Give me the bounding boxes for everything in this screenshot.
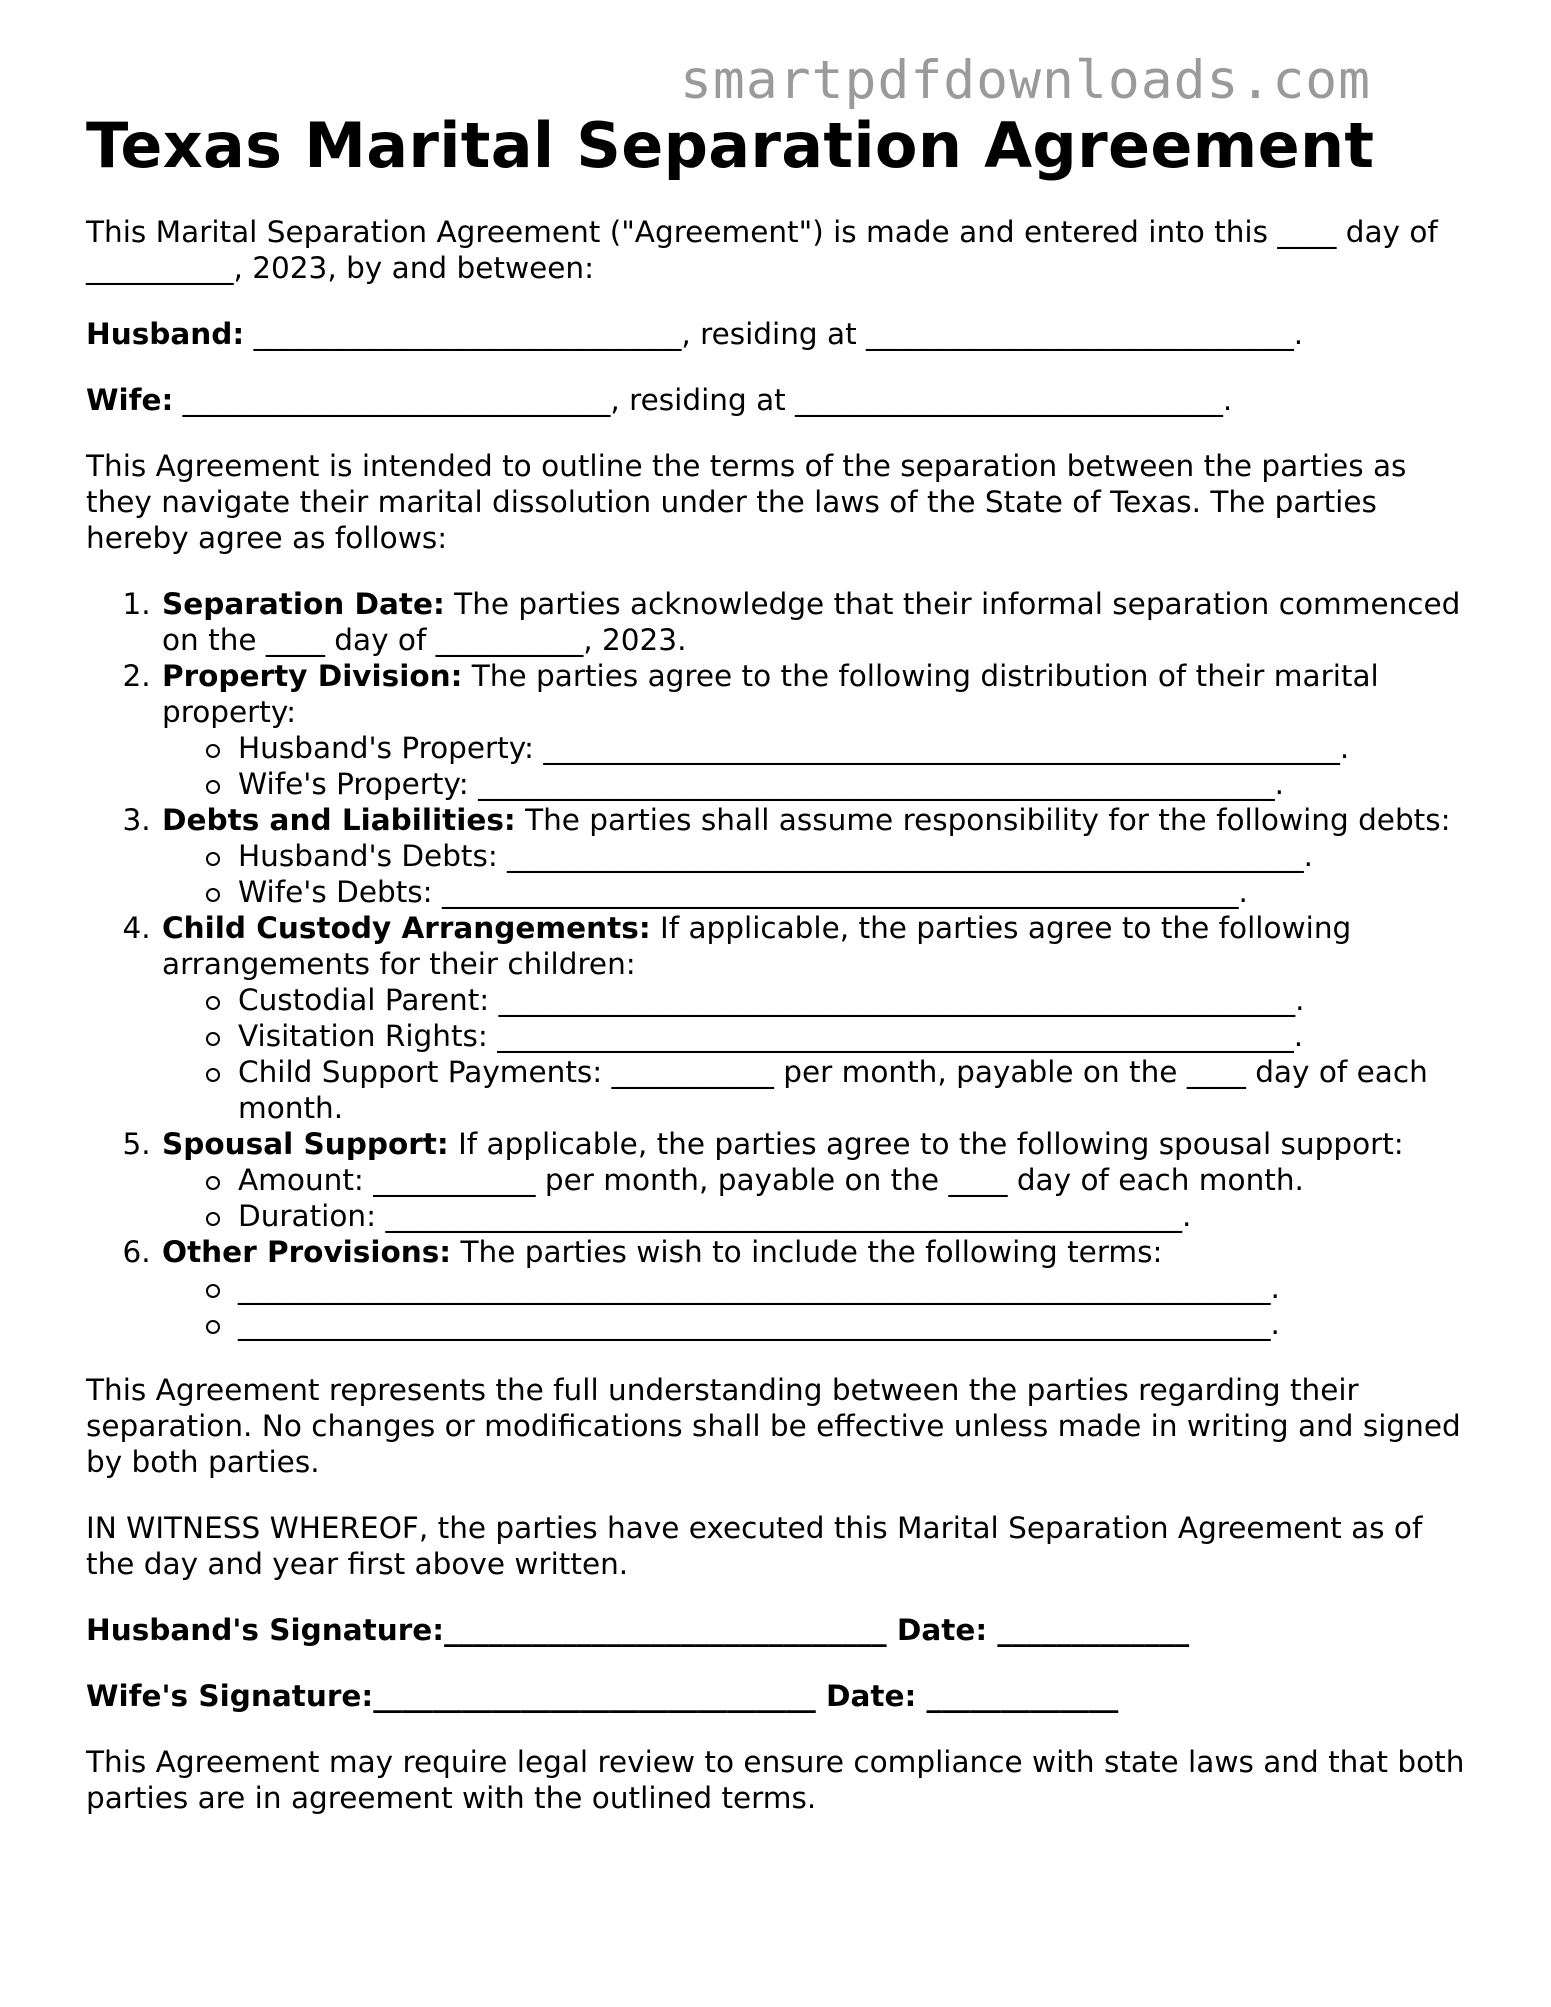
section-other-provisions: [160, 1234, 1466, 1342]
list-item: Husband's Property: ______________________________________________________.: [238, 730, 1466, 766]
wife-signature-line: Wife's Signature:______________________________ Date: _____________: [86, 1679, 1119, 1713]
section-text: The parties acknowledge that their informal separation commenced on the ____ day of __________, 2023.: [162, 587, 1461, 657]
list-item: Wife's Property: ______________________________________________________.: [238, 766, 1466, 802]
section-text: The parties agree to the following distribution of their marital property:: [162, 659, 1379, 729]
sub-list: [162, 1162, 1466, 1234]
full-understanding-paragraph: This Agreement represents the full understanding between the parties regarding their separation. No changes or modifications shall be effective unless made in writing and signed by both parties.: [86, 1373, 1461, 1479]
wife-label: Wife:: [86, 383, 174, 417]
section-heading: Other Provisions:: [162, 1235, 452, 1269]
section-text: The parties wish to include the following terms:: [451, 1235, 1163, 1269]
section-property-division: [160, 658, 1466, 802]
terms-list: [86, 586, 1466, 1342]
section-heading: Spousal Support:: [162, 1127, 449, 1161]
section-heading: Property Division:: [162, 659, 463, 693]
list-item: ______________________________________________________________________.: [238, 1306, 1466, 1342]
wife-line: [86, 382, 1466, 418]
intro-paragraph: This Marital Separation Agreement ("Agreement") is made and entered into this ____ day of __________, 2023, by and between:: [86, 215, 1438, 285]
husband-signature-line: Husband's Signature:______________________________ Date: _____________: [86, 1613, 1190, 1647]
husband-label: Husband:: [86, 317, 245, 351]
section-text: If applicable, the parties agree to the following arrangements for their children:: [162, 911, 1352, 981]
section-child-custody: [160, 910, 1466, 1126]
list-item: Husband's Debts: ______________________________________________________.: [238, 838, 1466, 874]
section-separation-date: [160, 586, 1466, 658]
watermark: smartpdfdownloads.com: [680, 50, 1372, 111]
section-heading: Debts and Liabilities:: [162, 803, 516, 837]
sub-list: [162, 838, 1466, 910]
list-item: ______________________________________________________________________.: [238, 1270, 1466, 1306]
list-item: Visitation Rights: ______________________________________________________.: [238, 1018, 1466, 1054]
husband-line: [86, 316, 1466, 352]
list-item: Wife's Debts: ______________________________________________________.: [238, 874, 1466, 910]
section-text: The parties shall assume responsibility for the following debts:: [515, 803, 1451, 837]
section-heading: Separation Date:: [162, 587, 445, 621]
husband-text: _____________________________, residing at _____________________________.: [244, 317, 1304, 351]
section-heading: Child Custody Arrangements:: [162, 911, 651, 945]
list-item: Duration: ______________________________________________________.: [238, 1198, 1466, 1234]
purpose-paragraph: This Agreement is intended to outline the terms of the separation between the parties as they navigate their marital dissolution under the laws of the State of Texas. The parties hereby agree as follows:: [86, 449, 1407, 555]
witness-paragraph: IN WITNESS WHEREOF, the parties have executed this Marital Separation Agreement as of the day and year first above written.: [86, 1511, 1423, 1581]
section-text: If applicable, the parties agree to the following spousal support:: [448, 1127, 1404, 1161]
sub-list: [162, 1270, 1466, 1342]
list-item: Custodial Parent: ______________________________________________________.: [238, 982, 1466, 1018]
legal-review-note: This Agreement may require legal review to ensure compliance with state laws and that both parties are in agreement with the outlined terms.: [86, 1745, 1465, 1815]
sub-list: [162, 982, 1466, 1126]
list-item: Child Support Payments: ___________ per month, payable on the ____ day of each month.: [238, 1054, 1466, 1126]
wife-text: _____________________________, residing at _____________________________.: [173, 383, 1233, 417]
section-spousal-support: [160, 1126, 1466, 1234]
section-debts-liabilities: [160, 802, 1466, 910]
document-page: [86, 100, 1466, 1816]
sub-list: [162, 730, 1466, 802]
list-item: Amount: ___________ per month, payable on the ____ day of each month.: [238, 1162, 1466, 1198]
document-title: Texas Marital Separation Agreement: [86, 109, 1375, 182]
